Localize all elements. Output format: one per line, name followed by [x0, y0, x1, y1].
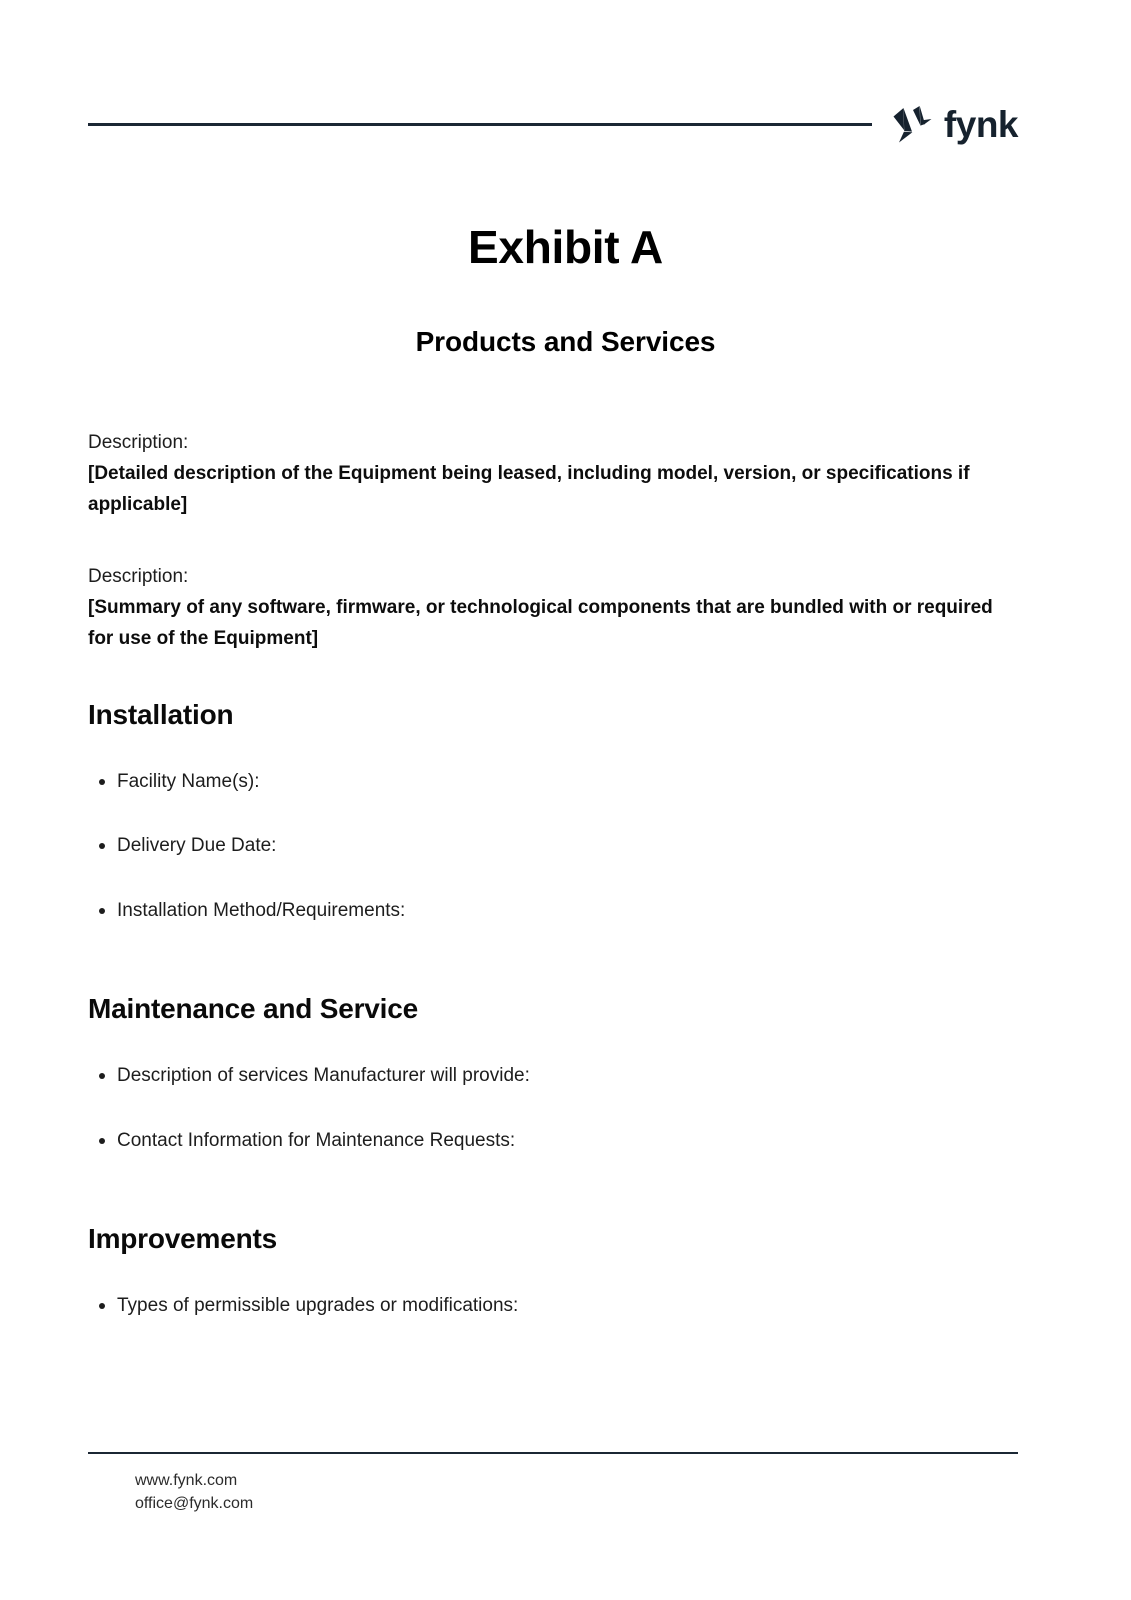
footer-website[interactable]: www.fynk.com	[135, 1472, 238, 1489]
list-item	[88, 897, 1018, 926]
brand-logo	[890, 104, 1018, 144]
list-item-label: Types of permissible upgrades or modifications:	[117, 1295, 519, 1317]
list-item-label: Delivery Due Date:	[117, 835, 277, 857]
list-item	[88, 1062, 1018, 1091]
list-item-label: Installation Method/Requirements:	[117, 899, 406, 921]
page-subtitle: Products and Services	[415, 326, 716, 357]
page-footer	[88, 1452, 1018, 1515]
document-body	[88, 428, 1018, 1347]
list-item	[88, 1127, 1018, 1156]
bullet-icon	[99, 1073, 105, 1079]
list-item-label: Description of services Manufacturer will provide:	[117, 1065, 530, 1087]
list-item	[88, 832, 1018, 861]
bullet-list-improvements	[88, 1292, 1018, 1321]
list-item-label: Contact Information for Maintenance Requests:	[117, 1129, 516, 1151]
footer-email[interactable]: office@fynk.com	[135, 1495, 254, 1513]
section-heading-installation: Installation	[88, 698, 234, 730]
page-title: Exhibit A	[468, 221, 663, 273]
origami-bird-logo-icon	[890, 104, 934, 144]
section-heading-improvements: Improvements	[88, 1223, 277, 1255]
header-divider-rule	[88, 123, 872, 126]
section-heading-maintenance-and-service: Maintenance and Service	[88, 993, 418, 1025]
list-item-label: Facility Name(s):	[117, 770, 260, 792]
list-item	[88, 768, 1018, 797]
bullet-list-installation	[88, 768, 1018, 926]
brand-wordmark: fynk	[943, 103, 1018, 145]
bullet-icon	[99, 1138, 105, 1144]
spacer	[88, 742, 1018, 768]
bullet-icon	[99, 779, 105, 785]
description-block-equipment	[88, 428, 1018, 520]
description-placeholder-text: [Detailed description of the Equipment being leased, including model, version, or specifications if applicable]	[88, 462, 970, 515]
page-header	[88, 96, 1018, 152]
description-placeholder-text: [Summary of any software, firmware, or technological components that are bundled with or required for use of the Equipment]	[88, 597, 993, 649]
spacer	[88, 1266, 1018, 1292]
description-label: Description:	[88, 566, 189, 588]
spacer	[88, 1036, 1018, 1062]
spacer	[88, 1181, 1018, 1221]
spacer	[88, 951, 1018, 991]
bullet-icon	[99, 1303, 105, 1309]
list-item	[88, 1292, 1018, 1321]
description-block-software	[88, 562, 1018, 654]
bullet-icon	[99, 843, 105, 849]
bullet-icon	[99, 908, 105, 914]
footer-contact-info	[88, 1454, 1018, 1515]
bullet-list-maintenance	[88, 1062, 1018, 1155]
description-label: Description:	[88, 432, 189, 453]
